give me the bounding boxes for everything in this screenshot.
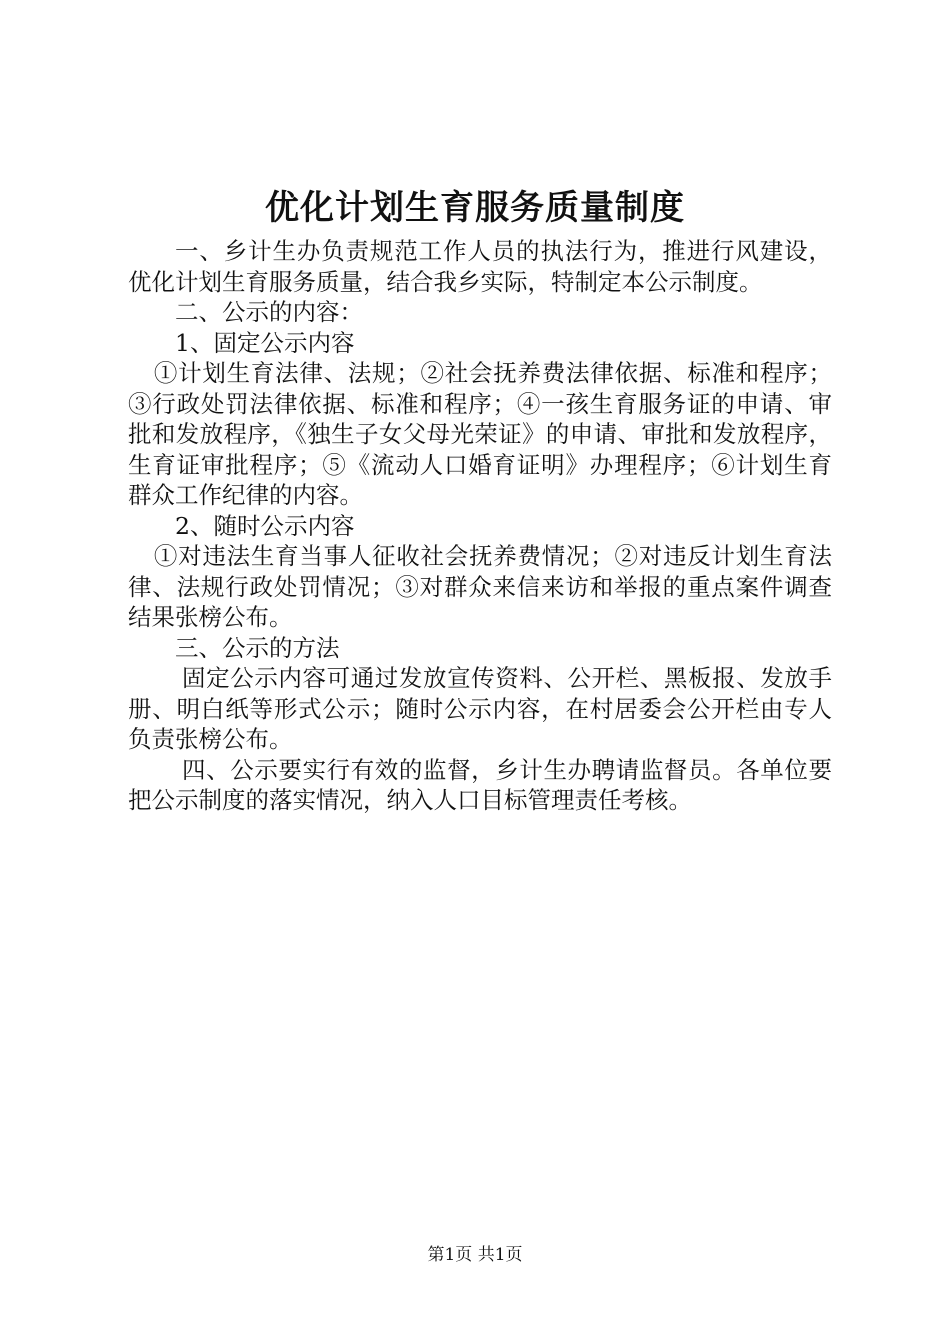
subheading-fixed-content: 1、固定公示内容 xyxy=(175,328,355,357)
document-body xyxy=(128,236,832,816)
heading-section-3: 三、公示的方法 xyxy=(175,633,340,662)
document-title: 优化计划生育服务质量制度 xyxy=(265,188,685,228)
paragraph-ad-hoc-content: ①对违法生育当事人征收社会抚养费情况；②对违反计划生育法律、法规行政处罚情况；③对群众来信来访和举报的重点案件调查结果张榜公布。 xyxy=(128,542,832,631)
paragraph-section-4: 四、公示要实行有效的监督，乡计生办聘请监督员。各单位要把公示制度的落实情况，纳入人口目标管理责任考核。 xyxy=(128,755,832,814)
paragraph-fixed-content: ①计划生育法律、法规；②社会抚养费法律依据、标准和程序；③行政处罚法律依据、标准和程序；④一孩生育服务证的申请、审批和发放程序，《独生子女父母光荣证》的申请、审批和发放程序，生育证审批程序；⑤《流动人口婚育证明》办理程序；⑥计划生育群众工作纪律的内容。 xyxy=(128,359,832,509)
paragraph-section-1: 一、乡计生办负责规范工作人员的执法行为，推进行风建设，优化计划生育服务质量，结合我乡实际，特制定本公示制度。 xyxy=(128,237,832,296)
heading-section-2: 二、公示的内容： xyxy=(175,298,363,326)
subheading-ad-hoc-content: 2、随时公示内容 xyxy=(175,511,355,540)
page-footer: 第1页 共1页 xyxy=(427,1245,523,1265)
paragraph-method: 固定公示内容可通过发放宣传资料、公开栏、黑板报、发放手册、明白纸等形式公示；随时公示内容，在村居委会公开栏由专人负责张榜公布。 xyxy=(128,664,832,753)
